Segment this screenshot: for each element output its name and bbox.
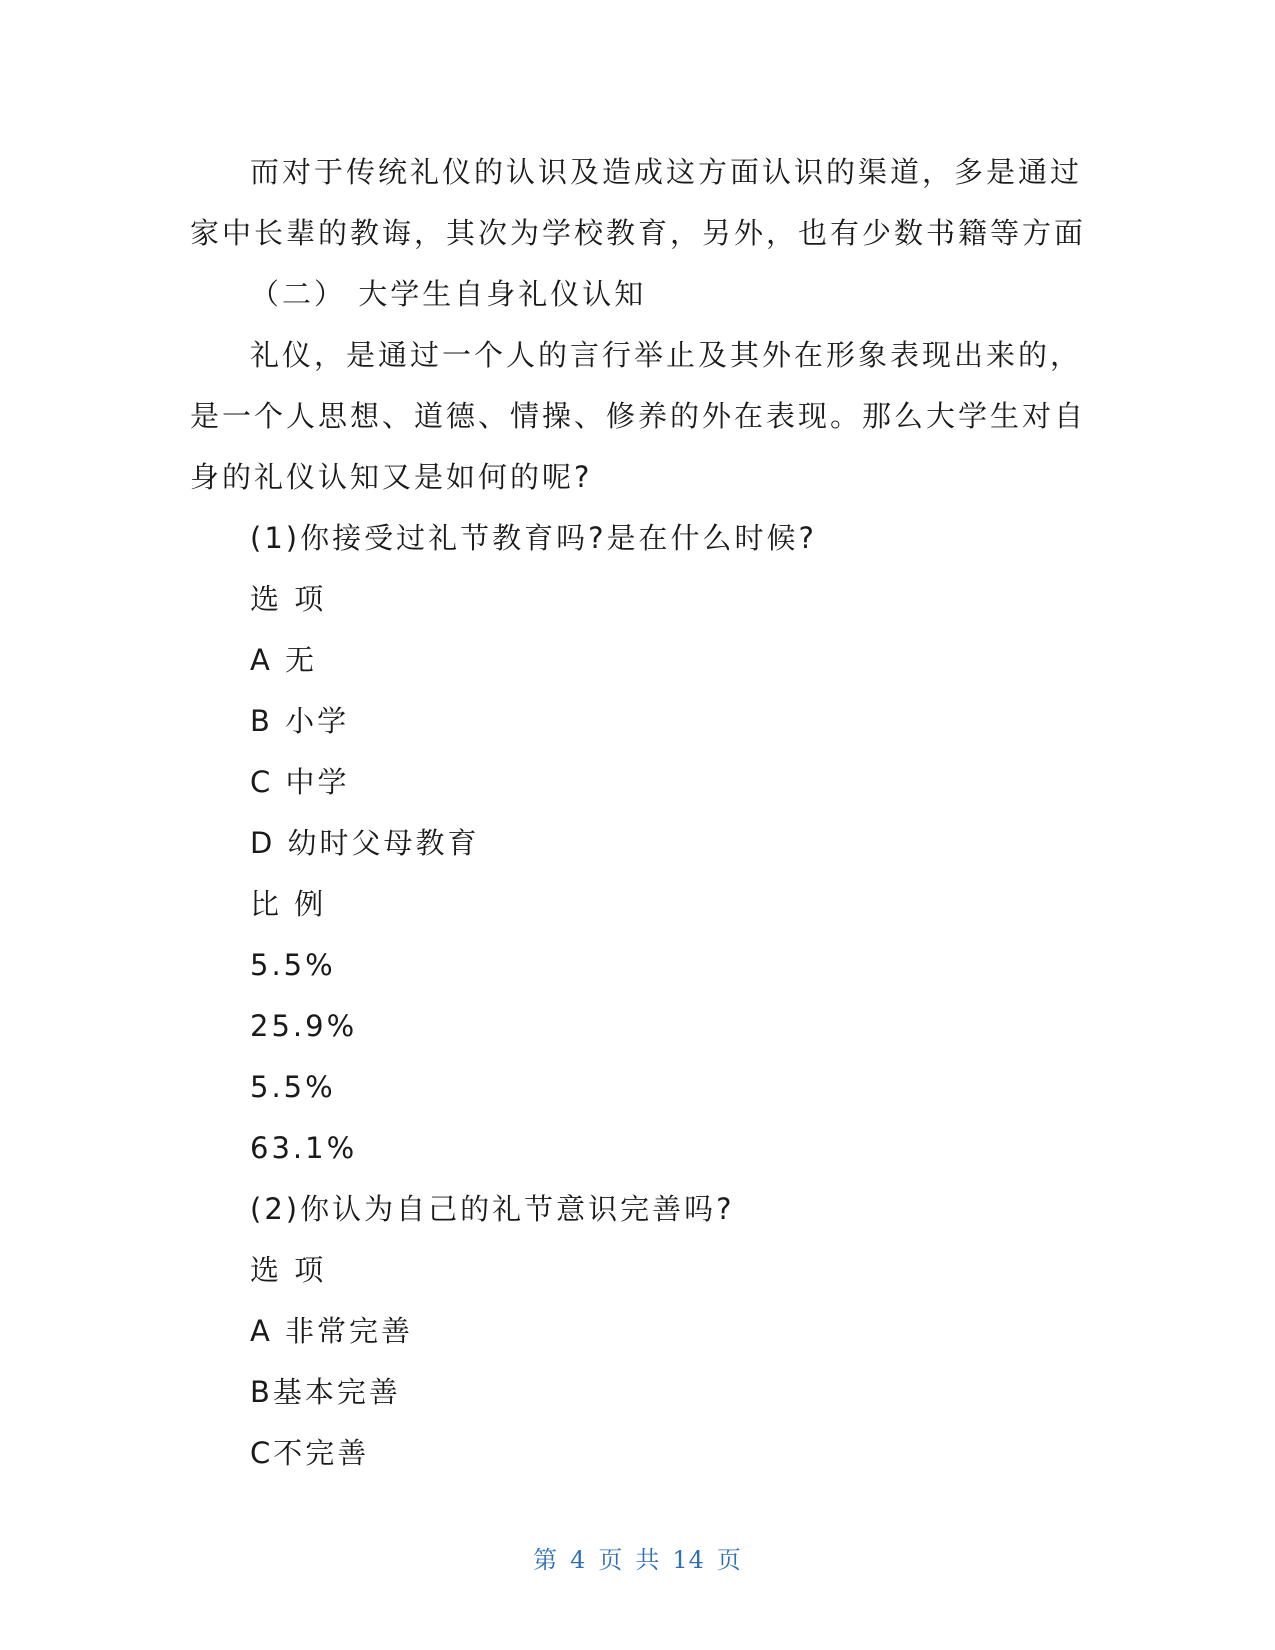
paragraph-1-line-2: 家中长辈的教诲，其次为学校教育，另外，也有少数书籍等方面 bbox=[190, 216, 1087, 250]
page-content bbox=[190, 142, 1087, 1484]
footer-label-gong: 共 bbox=[635, 1546, 661, 1574]
survey-1-ratio-header: 比 例 bbox=[250, 887, 327, 921]
survey-1-option-d: D 幼时父母教育 bbox=[250, 826, 480, 860]
paragraph-2-line-3: 身的礼仪认知又是如何的呢? bbox=[190, 460, 593, 494]
survey-1-ratio-d: 63.1% bbox=[250, 1131, 358, 1165]
survey-1-option-b: B 小学 bbox=[250, 704, 350, 738]
page-footer bbox=[0, 1540, 1275, 1575]
survey-1-ratio-c: 5.5% bbox=[250, 1070, 336, 1104]
survey-2-option-a: A 非常完善 bbox=[250, 1314, 414, 1348]
survey-2-options-header: 选 项 bbox=[250, 1253, 327, 1287]
survey-2-question: (2)你认为自己的礼节意识完善吗? bbox=[250, 1192, 735, 1226]
survey-1-question: (1)你接受过礼节教育吗?是在什么时候? bbox=[250, 521, 817, 555]
footer-label-ye-2: 页 bbox=[716, 1546, 742, 1574]
footer-label-di: 第 bbox=[533, 1546, 559, 1574]
survey-2-option-c: C不完善 bbox=[250, 1436, 370, 1470]
paragraph-2-line-1: 礼仪，是通过一个人的言行举止及其外在形象表现出来的， bbox=[250, 338, 1083, 372]
survey-2-option-b: B基本完善 bbox=[250, 1375, 401, 1409]
survey-1-ratio-b: 25.9% bbox=[250, 1009, 358, 1043]
survey-1-options-header: 选 项 bbox=[250, 582, 327, 616]
survey-1-option-a: A 无 bbox=[250, 643, 318, 677]
survey-1-ratio-a: 5.5% bbox=[250, 948, 336, 982]
paragraph-1-line-1: 而对于传统礼仪的认识及造成这方面认识的渠道，多是通过 bbox=[250, 155, 1083, 189]
survey-1-option-c: C 中学 bbox=[250, 765, 350, 799]
footer-current-page: 4 bbox=[570, 1546, 587, 1574]
section-heading: （二） 大学生自身礼仪认知 bbox=[250, 277, 647, 311]
footer-total-pages: 14 bbox=[672, 1546, 705, 1574]
paragraph-2-line-2: 是一个人思想、道德、情操、修养的外在表现。那么大学生对自 bbox=[190, 399, 1087, 433]
footer-label-ye: 页 bbox=[598, 1546, 624, 1574]
